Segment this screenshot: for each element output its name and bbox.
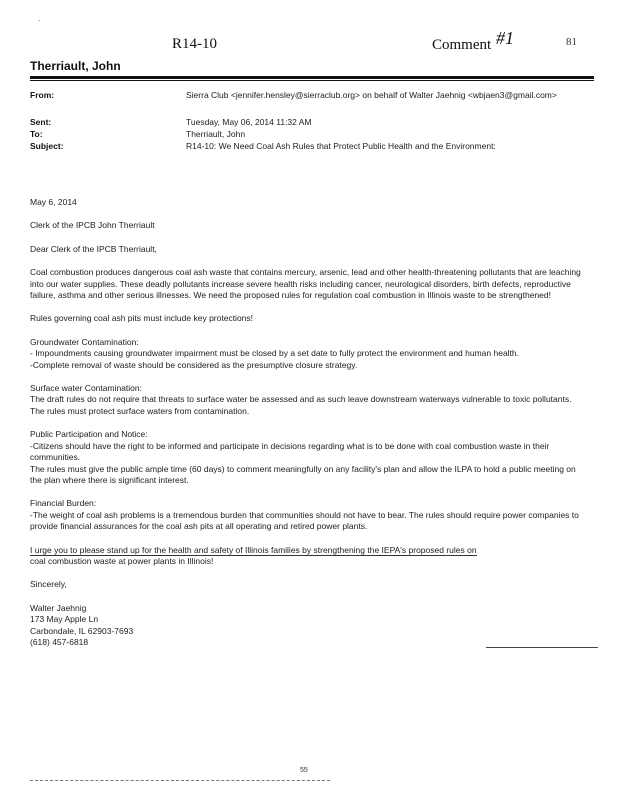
- header-rule: [30, 76, 594, 79]
- to-label: To:: [30, 129, 43, 139]
- page-mark: 81: [566, 36, 577, 48]
- letter-body: [30, 197, 586, 660]
- corner-mark: .: [38, 14, 41, 23]
- sent-value: Tuesday, May 06, 2014 11:32 AM: [186, 117, 312, 127]
- signer-phone: (618) 457-6818: [30, 636, 89, 647]
- subject-label: Subject:: [30, 141, 64, 151]
- public-participation-point-2: The rules must give the public ample time (60 days) to comment meaningfully on any facility's plan and allow the ILPA to hold a public meeting on the plan where there is significant interest.: [30, 463, 576, 485]
- groundwater-section: [30, 337, 586, 371]
- financial-burden-text: -The weight of coal ash problems is a tremendous burden that communities should not have to bear. The rules should require power companies to provide financial assurances for the coal ash pits at all operating and retired power plants.: [30, 509, 579, 532]
- signature-block: [30, 603, 586, 649]
- footer-dash: [30, 780, 330, 781]
- surface-water-text: The draft rules do not require that threats to surface water be assessed and as such leave downstream waterways vulnerable to toxic pollutants. The rules must protect surface waters from contamination.: [30, 394, 572, 416]
- from-value: Sierra Club <jennifer.hensley@sierraclub.org> on behalf of Walter Jaehnig <wbjaen3@gmail.com>: [186, 90, 557, 100]
- surface-water-section: [30, 383, 586, 417]
- closing: Sincerely,: [30, 579, 67, 590]
- surface-water-heading: Surface water Contamination:: [30, 383, 142, 394]
- financial-burden-heading: Financial Burden:: [30, 498, 97, 509]
- letter-intro: Coal combustion produces dangerous coal ash waste that contains mercury, arsenic, lead and other health-threatening pollutants that are leaching into our water supplies. These deadly pollutants increase severe health risks including cancer, neurological disorders, birth defects, reproductive failure, asthma and other serious illnesses. We need the proposed rules for regulation coal combustion in Illinois waste to be strengthened!: [30, 267, 581, 301]
- signer-street: 173 May Apple Ln: [30, 614, 99, 625]
- groundwater-point-1: - Impoundments causing groundwater impairment must be closed by a set date to fully protect the environment and human health.: [30, 348, 520, 359]
- subject-value: R14-10: We Need Coal Ash Rules that Protect Public Health and the Environment:: [186, 141, 496, 151]
- sent-label: Sent:: [30, 117, 52, 127]
- urge-line-1: I urge you to please stand up for the health and safety of Illinois families by strengthening the IEPA's proposed rules on: [30, 544, 477, 555]
- letter-addressee: Clerk of the IPCB John Therriault: [30, 220, 155, 231]
- recipient-name: Therriault, John: [30, 59, 121, 73]
- comment-number: #1: [496, 28, 514, 48]
- to-value: Therriault, John: [186, 129, 246, 139]
- page-number: 55: [300, 767, 308, 774]
- from-label: From:: [30, 90, 55, 100]
- public-participation-point-1: -Citizens should have the right to be informed and participate in decisions regarding what is to be done with coal combustion waste in their communities.: [30, 440, 550, 463]
- header-rule-thin: [30, 80, 594, 81]
- signer-name: Walter Jaehnig: [30, 602, 87, 613]
- margin-rule: [486, 647, 598, 648]
- public-participation-heading: Public Participation and Notice:: [30, 429, 148, 440]
- rules-line: Rules governing coal ash pits must include key protections!: [30, 313, 254, 324]
- letter-date: May 6, 2014: [30, 197, 77, 207]
- urge-paragraph: [30, 545, 586, 568]
- signer-city: Carbondale, IL 62903-7693: [30, 625, 134, 636]
- financial-burden-section: [30, 498, 586, 532]
- comment-label: Comment: [432, 37, 492, 53]
- groundwater-heading: Groundwater Contamination:: [30, 336, 139, 347]
- urge-line-2: coal combustion waste at power plants in Illinois!: [30, 555, 214, 566]
- public-participation-section: [30, 429, 586, 486]
- letter-salutation: Dear Clerk of the IPCB Therriault,: [30, 243, 157, 254]
- docket-number: R14-10: [172, 36, 217, 52]
- groundwater-point-2: -Complete removal of waste should be considered as the presumptive closure strategy.: [30, 359, 358, 370]
